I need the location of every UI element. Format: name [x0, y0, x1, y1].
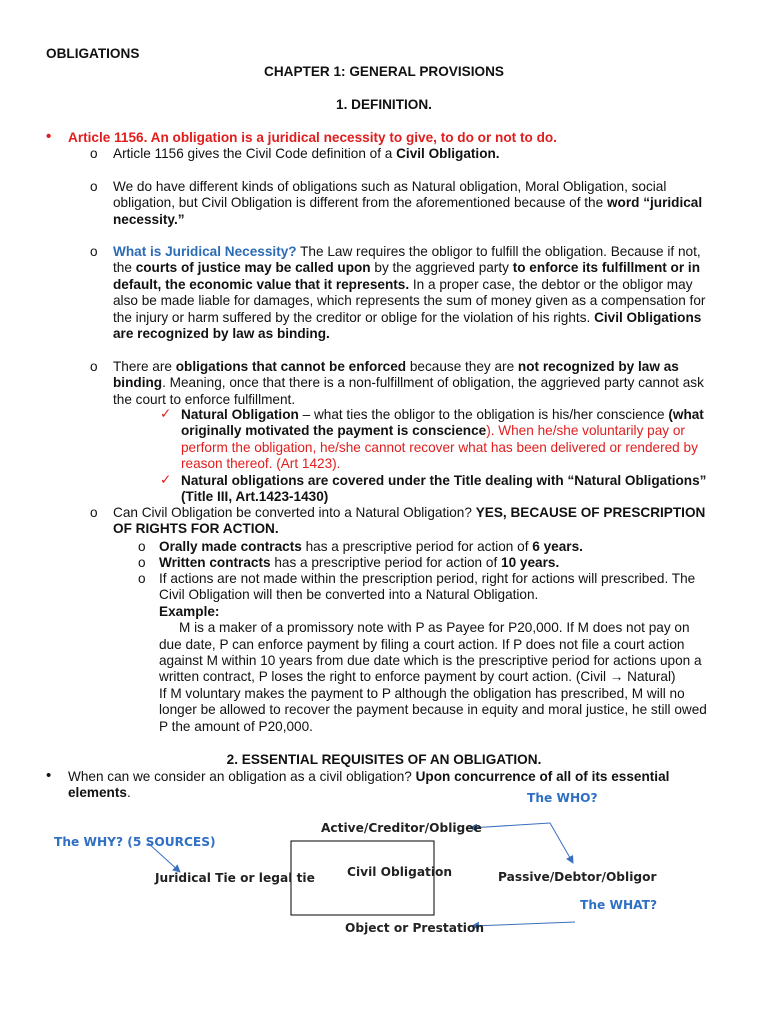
paragraph-6: When can we consider an obligation as a civil obligation? Upon concurrence of all of its essential elements.: [68, 769, 670, 801]
label-civil-obligation: Civil Obligation: [347, 865, 453, 879]
who-to-active-arrow: [470, 823, 550, 828]
circle-bullet-icon: o: [90, 359, 98, 374]
what-to-object-arrow: [472, 922, 575, 926]
check-icon: ✓: [160, 472, 172, 487]
label-what: The WHAT?: [580, 898, 658, 912]
circle-bullet-icon: o: [90, 244, 98, 259]
label-passive: Passive/Debtor/Obligor: [498, 870, 657, 884]
section-2-title: 2. ESSENTIAL REQUISITES OF AN OBLIGATION.: [226, 752, 542, 767]
article-1156: Article 1156. An obligation is a juridical necessity to give, to do or not to do.: [68, 130, 557, 145]
paragraph-3: What is Juridical Necessity? The Law requires the obligor to fulfill the obligation. Because if not, the courts of justice may be called upon by the aggrieved party to enforce its fulfillment or in default, the economic value that it represents. In a proper case, the debtor or the obligor may also be made liable for damages, which represents the sum of money given as a compensation for the injury or harm suffered by the creditor or oblige for the violation of his rights. Civil Obligations are recognized by law as binding.: [113, 244, 706, 342]
check-icon: ✓: [160, 406, 172, 421]
bullet-icon: •: [46, 767, 52, 784]
paragraph-4: There are obligations that cannot be enforced because they are not recognized by law as binding. Meaning, once that there is a non-fulfillment of obligation, the aggrieved party cannot ask the court to enforce fulfillment.: [113, 359, 704, 407]
paragraph-1: Article 1156 gives the Civil Code definition of a Civil Obligation.: [113, 146, 500, 161]
circle-bullet-icon: o: [138, 555, 146, 570]
document-title: OBLIGATIONS: [46, 46, 140, 61]
label-who: The WHO?: [527, 791, 598, 805]
circle-bullet-icon: o: [138, 539, 146, 554]
sub-item-written: Written contracts has a prescriptive period for action of 10 years.: [159, 555, 560, 570]
circle-bullet-icon: o: [90, 146, 98, 161]
natural-obligation-title-note: Natural obligations are covered under the Title dealing with “Natural Obligations” (Title III, Art.1423-1430): [181, 473, 707, 505]
label-object: Object or Prestation: [345, 921, 485, 935]
paragraph-5: Can Civil Obligation be converted into a Natural Obligation? YES, BECAUSE OF PRESCRIPTION OF RIGHTS FOR ACTION.: [113, 505, 706, 537]
circle-bullet-icon: o: [90, 179, 98, 194]
section-1-title: 1. DEFINITION.: [336, 97, 432, 112]
label-juridical-tie: Juridical Tie or legal tie: [155, 871, 315, 885]
bullet-icon: •: [46, 128, 52, 145]
sub-item-oral: Orally made contracts has a prescriptive period for action of 6 years.: [159, 539, 583, 554]
label-active: Active/Creditor/Obligee: [321, 821, 482, 835]
circle-bullet-icon: o: [138, 571, 146, 586]
chapter-title: CHAPTER 1: GENERAL PROVISIONS: [264, 64, 504, 79]
circle-bullet-icon: o: [90, 505, 98, 520]
who-to-passive-arrow: [550, 823, 573, 863]
paragraph-2: We do have different kinds of obligations such as Natural obligation, Moral Obligation, social obligation, but Civil Obligation is different from the aforementioned because of the word “juridical necessity.”: [113, 179, 703, 227]
natural-obligation-note: Natural Obligation – what ties the obligor to the obligation is his/her conscience (what originally motivated the payment is conscience). When he/she voluntarily pay or perform the obligation, he/she cannot recover what has been delivered or rendered by reason thereof. (Art 1423).: [181, 407, 704, 472]
sub-item-prescription: If actions are not made within the prescription period, right for actions will prescribed. The Civil Obligation will then be converted into a Natural Obligation. Example: M is a maker of a promissory note with P as Payee for P20,000. If M does not pay on due date, P can enforce payment by filing a court action. If P does not file a court action against M within 10 years from due date which is the prescriptive period for actions upon a written contract, P loses the right to enforce payment by court action. (Civil → Natural) If M voluntary makes the payment to P although the obligation has prescribed, M will no longer be allowed to recover the payment because in equity and moral justice, he still owed P the amount of P20,000.: [159, 571, 707, 734]
label-why: The WHY? (5 SOURCES): [54, 835, 216, 849]
